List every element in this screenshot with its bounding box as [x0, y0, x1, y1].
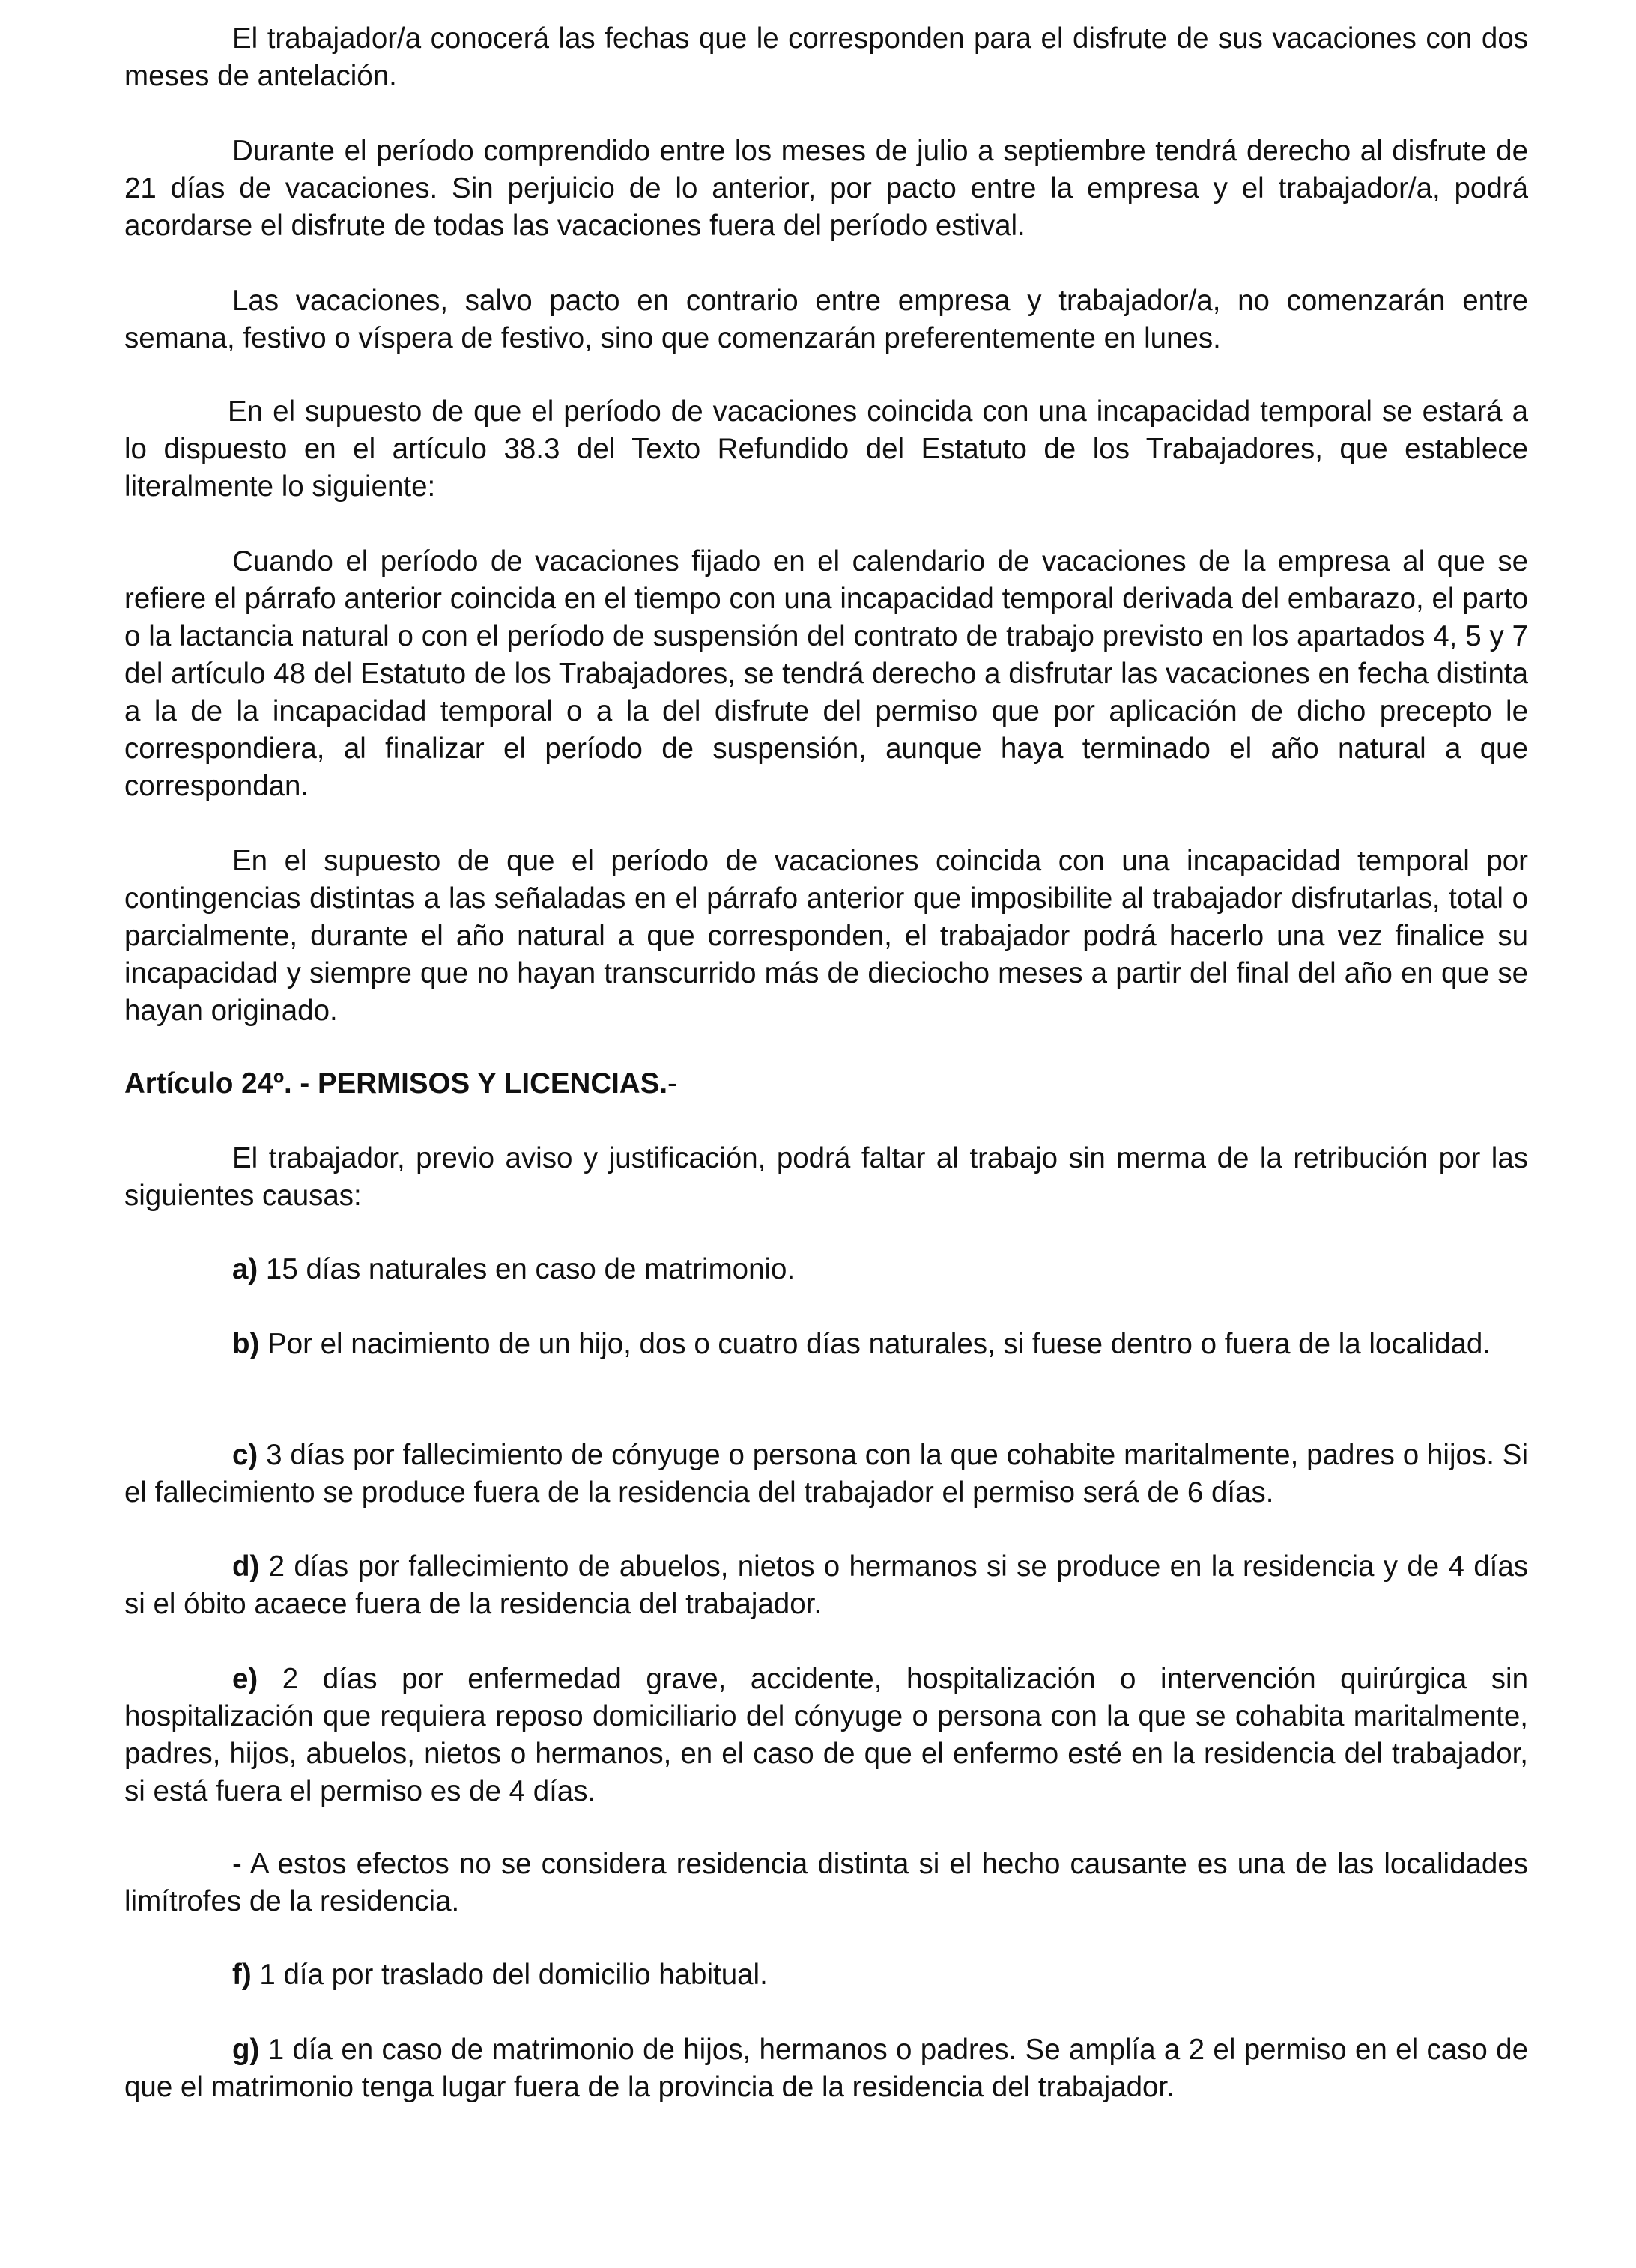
paragraph-summer-period: Durante el período comprendido entre los meses de julio a septiembre tendrá derecho al disfrute de 21 días de vacaciones. Sin perjuicio de lo anterior, por pacto entre la empresa y el trabajador/a, podrá acordarse el disfrute de todas las vacaciones fuera del período estival.	[124, 135, 1528, 242]
list-item-text: 2 días por fallecimiento de abuelos, nietos o hermanos si se produce en la residencia y de 4 días si el óbito acaece fuera de la residencia del trabajador.	[124, 1550, 1528, 1620]
list-item-text: 1 día por traslado del domicilio habitual.	[251, 1959, 768, 1991]
list-item-text: Por el nacimiento de un hijo, dos o cuatro días naturales, si fuese dentro o fuera de la localidad.	[259, 1328, 1491, 1360]
paragraph-vacation-dates: El trabajador/a conocerá las fechas que le corresponden para el disfrute de sus vacaciones con dos meses de antelación.	[124, 22, 1528, 92]
paragraph-statute-quote: Cuando el período de vacaciones fijado en el calendario de vacaciones de la empresa al que se refiere el párrafo anterior coincida en el tiempo con una incapacidad temporal derivada del embarazo, el parto o la lactancia natural o con el período de suspensión del contrato de trabajo previsto en los apartados 4, 5 y 7 del artículo 48 del Estatuto de los Trabajadores, se tendrá derecho a disfrutar las vacaciones en fecha distinta a la de la incapacidad temporal o a la del disfrute del permiso que por aplicación de dicho precepto le correspondiera, al finalizar el período de suspensión, aunque haya terminado el año natural a que correspondan.	[124, 545, 1528, 802]
list-item-tag: a)	[232, 1253, 258, 1285]
list-item-a	[124, 1251, 1528, 1288]
list-item-f	[124, 1956, 1528, 1994]
list-item-e	[124, 1661, 1528, 1810]
list-item-b	[124, 1326, 1528, 1363]
list-item-note	[124, 1846, 1528, 1920]
list-item-g	[124, 2031, 1528, 2106]
list-item-text: 2 días por enfermedad grave, accidente, hospitalización o intervención quirúrgica sin hospitalización que requiera reposo domiciliario del cónyuge o persona con la que se cohabita maritalmente, padres, hijos, abuelos, nietos o hermanos, en el caso de que el enfermo esté en la residencia del trabajador, si está fuera el permiso es de 4 días.	[124, 1663, 1528, 1807]
list-item-text: 1 día en caso de matrimonio de hijos, hermanos o padres. Se amplía a 2 el permiso en el caso de que el matrimonio tenga lugar fuera de la provincia de la residencia del trabajador.	[124, 2034, 1528, 2103]
article-intro: El trabajador, previo aviso y justificación, podrá faltar al trabajo sin merma de la retribución por las siguientes causas:	[124, 1142, 1528, 1212]
list-item-tag: e)	[232, 1663, 258, 1695]
list-item-tag: b)	[232, 1328, 260, 1360]
list-item-tag: g)	[232, 2034, 260, 2066]
paragraph-start-day: Las vacaciones, salvo pacto en contrario entre empresa y trabajador/a, no comenzarán entre semana, festivo o víspera de festivo, sino que comenzarán preferentemente en lunes.	[124, 285, 1528, 354]
article-heading-title: Artículo 24º. - PERMISOS Y LICENCIAS.	[124, 1067, 668, 1100]
list-item-tag: c)	[232, 1439, 258, 1471]
list-item-d	[124, 1548, 1528, 1623]
paragraph-temporary-incapacity: En el supuesto de que el período de vacaciones coincida con una incapacidad temporal se estará a lo dispuesto en el artículo 38.3 del Texto Refundido del Estatuto de los Trabajadores, que establece literalmente lo siguiente:	[124, 395, 1528, 503]
list-item-text: - A estos efectos no se considera residencia distinta si el hecho causante es una de las localidades limítrofes de la residencia.	[124, 1848, 1528, 1917]
list-item-c	[124, 1437, 1528, 1512]
list-item-text: 3 días por fallecimiento de cónyuge o persona con la que cohabite maritalmente, padres o hijos. Si el fallecimiento se produce fuera de la residencia del trabajador el permiso será de 6 días.	[124, 1439, 1528, 1509]
list-item-tag: f)	[232, 1959, 252, 1991]
paragraph-other-contingencies: En el supuesto de que el período de vacaciones coincida con una incapacidad temporal por contingencias distintas a las señaladas en el párrafo anterior que imposibilite al trabajador disfrutarlas, total o parcialmente, durante el año natural a que corresponden, el trabajador podrá hacerlo una vez finalice su incapacidad y siempre que no hayan transcurrido más de dieciocho meses a partir del final del año en que se hayan originado.	[124, 845, 1528, 1027]
article-heading	[124, 1065, 1528, 1103]
list-item-tag: d)	[232, 1550, 260, 1583]
list-item-text: 15 días naturales en caso de matrimonio.	[258, 1253, 796, 1285]
article-heading-suffix: -	[667, 1067, 677, 1100]
